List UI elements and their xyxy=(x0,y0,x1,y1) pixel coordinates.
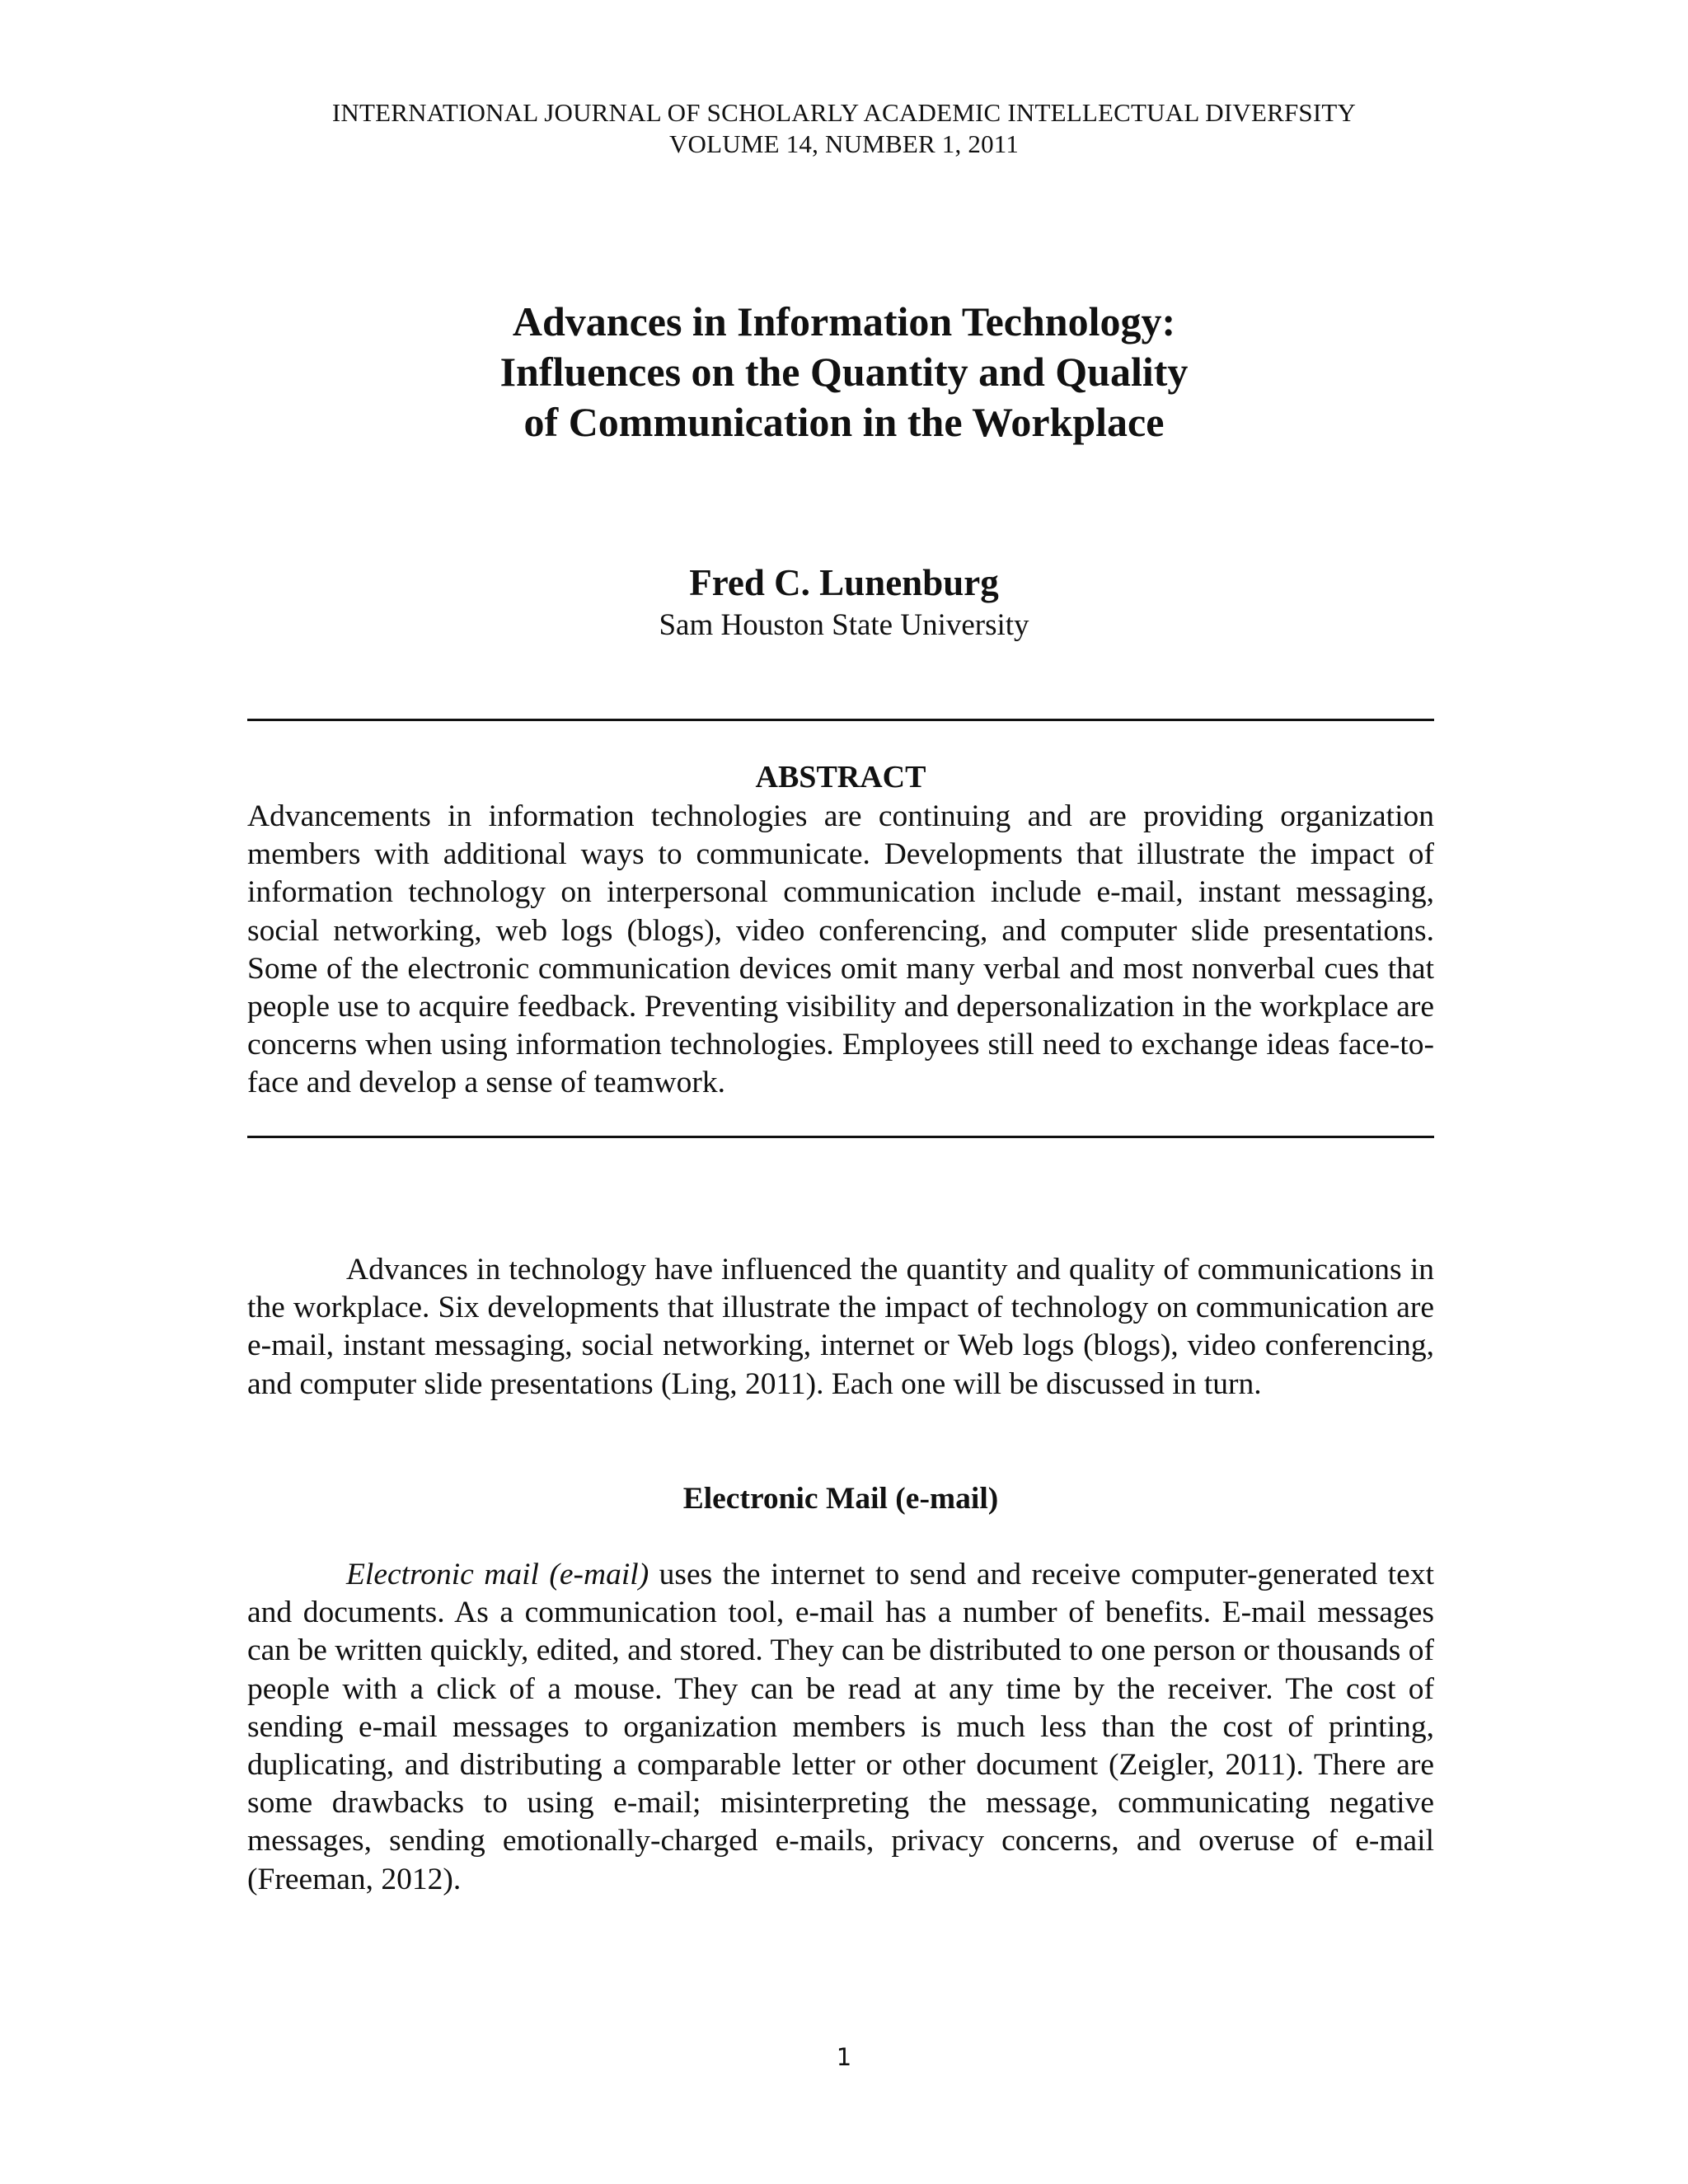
abstract-heading: ABSTRACT xyxy=(755,760,926,794)
email-term: Electronic mail (e-mail) xyxy=(346,1558,649,1591)
abstract-bottom-rule xyxy=(247,1136,1434,1138)
page-number: 1 xyxy=(836,2043,852,2071)
title-line-3: of Communication in the Workplace xyxy=(523,399,1165,445)
author-affiliation: Sam Houston State University xyxy=(659,608,1029,642)
title-line-2: Influences on the Quantity and Quality xyxy=(499,349,1189,395)
email-paragraph xyxy=(247,1556,1434,1899)
abstract-top-rule xyxy=(247,719,1434,721)
author-name: Fred C. Lunenburg xyxy=(689,562,999,603)
title-line-1: Advances in Information Technology: xyxy=(512,298,1176,344)
intro-paragraph: Advances in technology have influenced the quantity and quality of communications in the workplace. Six developments that illustrate the impact of technology on communication are e-mail, instant messaging, social networking, internet or Web logs (blogs), video conferencing, and computer slide presentations (Ling, 2011). Each one will be discussed in turn. xyxy=(247,1253,1434,1401)
journal-volume: VOLUME 14, NUMBER 1, 2011 xyxy=(668,129,1020,158)
running-header xyxy=(0,97,1688,160)
section-heading-email: Electronic Mail (e-mail) xyxy=(682,1482,999,1516)
email-paragraph-text: uses the internet to send and receive computer-generated text and documents. As a communication tool, e-mail has a number of benefits. E-mail messages can be written quickly, edited, and stored. They can be distributed to one person or thousands of people with a click of a mouse. They can be read at any time by the receiver. The cost of sending e-mail messages to organization members is much less than the cost of printing, duplicating, and distributing a comparable letter or other document (Zeigler, 2011). There are some drawbacks to using e-mail; misinterpreting the message, communicating negative messages, sending emotionally-charged e-mails, privacy concerns, and overuse of e-mail (Freeman, 2012). xyxy=(247,1558,1435,1896)
paper-title xyxy=(0,297,1688,448)
journal-name: INTERNATIONAL JOURNAL OF SCHOLARLY ACADEMIC INTELLECTUAL DIVERFSITY xyxy=(331,98,1357,127)
abstract-text: Advancements in information technologies are continuing and are providing organization members with additional ways to communicate. Developments that illustrate the impact of information technology on interpersonal communication include e-mail, instant messaging, social networking, web logs (blogs), video conferencing, and computer slide presentations. Some of the electronic communication devices omit many verbal and most nonverbal cues that people use to acquire feedback. Preventing visibility and depersonalization in the workplace are concerns when using information technologies. Employees still need to exchange ideas face-to-face and develop a sense of teamwork. xyxy=(247,799,1434,1100)
